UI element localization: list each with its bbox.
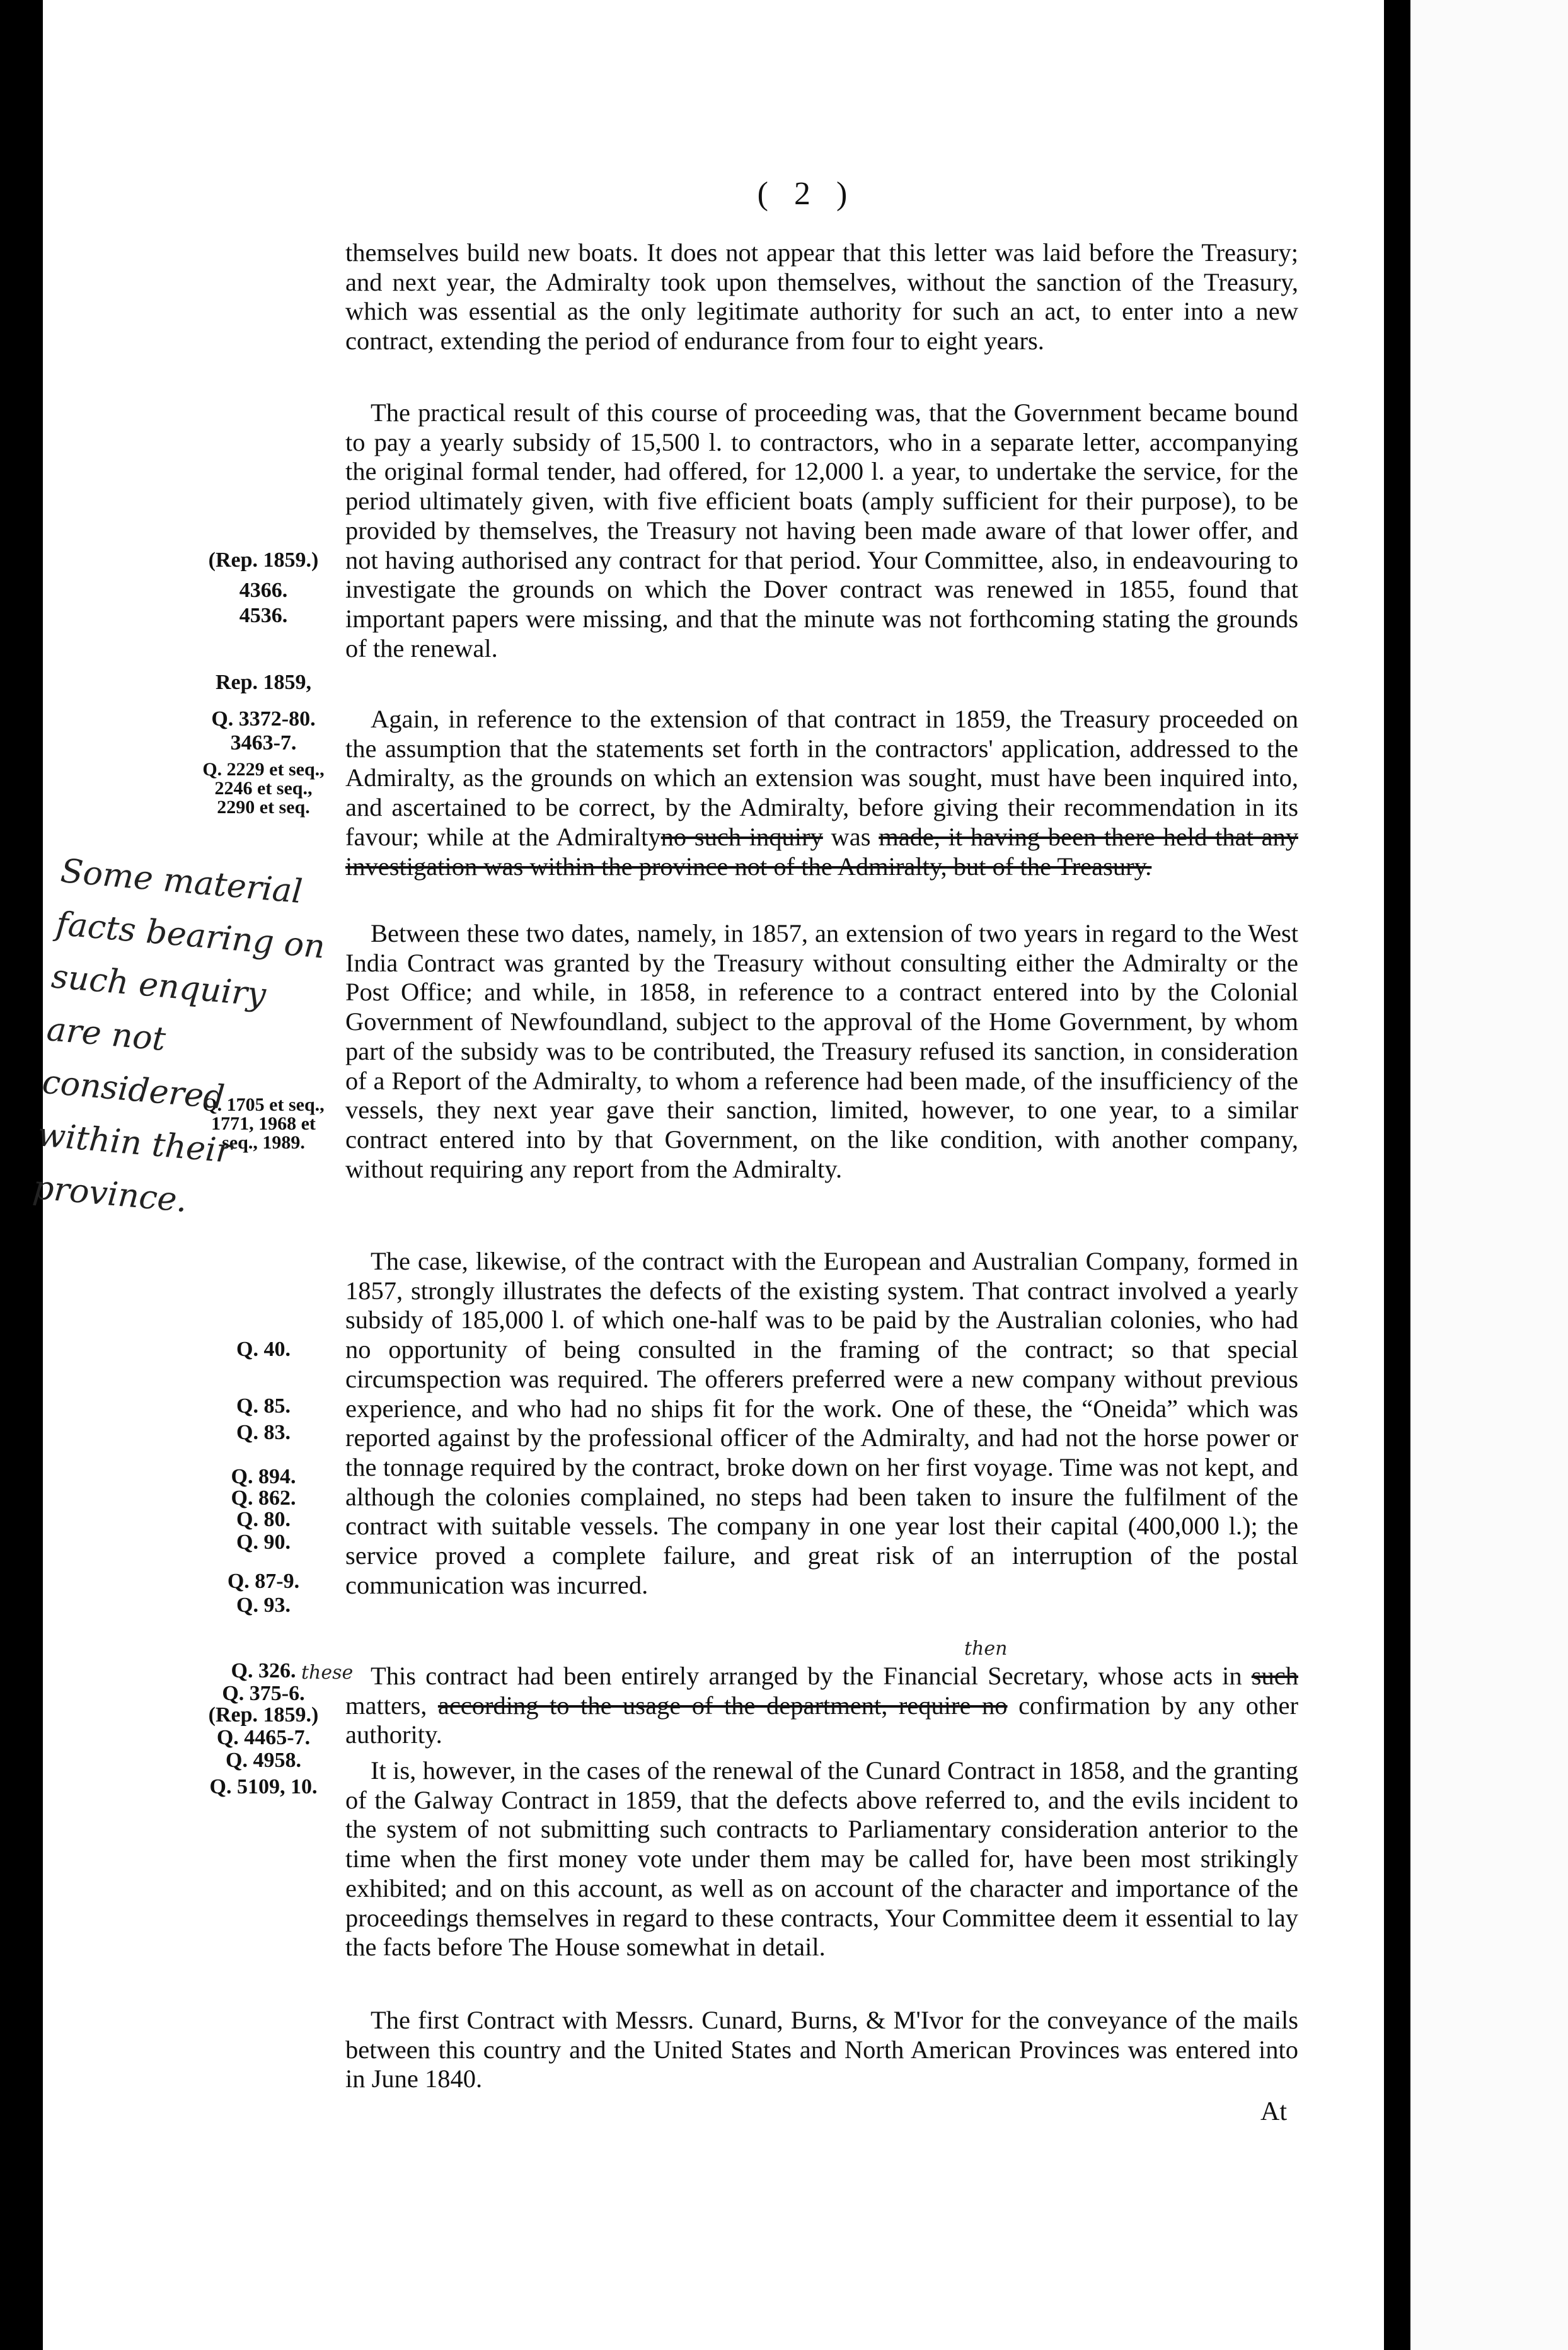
paragraph-3-text: Again, in reference to the extension of that contract in 1859, the Treasury proceeded on the assumption that the statements set forth in the contractors' application, addressed to the Admiralty, as the grounds on which an extension was sought, must have been inquired into, and ascertained to be correct, by the Admiralty, before giving their recommendation in its favour; while at the Admiralty bbox=[345, 705, 1298, 851]
margin-note: Q. 90. bbox=[236, 1531, 291, 1554]
margin-note: 4536. bbox=[239, 604, 288, 627]
margin-note: Rep. 1859, bbox=[215, 671, 312, 694]
struck-text: no such inquiry bbox=[660, 822, 823, 851]
margin-note: Q. 4958. bbox=[226, 1749, 301, 1772]
paragraph-8: The first Contract with Messrs. Cunard, Burns, & M'Ivor for the conveyance of the mails between this country and the United States and North American Provinces was entered into in June 1840. bbox=[345, 2006, 1298, 2093]
margin-note: Q. 1705 et seq., 1771, 1968 et seq., 1989. bbox=[202, 1094, 325, 1153]
scan-border-right bbox=[1384, 0, 1410, 2350]
margin-note: 4366. bbox=[239, 579, 288, 602]
margin-note: Q. 894. bbox=[231, 1465, 296, 1488]
margin-note: Q. 375-6. bbox=[222, 1682, 305, 1705]
margin-note: Q. 862. bbox=[231, 1486, 296, 1510]
facing-page-edge bbox=[1410, 0, 1568, 2350]
margin-note: Q. 93. bbox=[236, 1594, 291, 1617]
handwritten-margin-annotation: Some material facts bearing on such enquiry are not considered within their province. bbox=[31, 852, 327, 1220]
margin-note: Q. 40. bbox=[236, 1338, 291, 1361]
margin-note: Q. 326. bbox=[231, 1659, 296, 1682]
paragraph-6-mid: matters, bbox=[345, 1691, 438, 1720]
margin-note: Q. 83. bbox=[236, 1421, 291, 1444]
catchword: At bbox=[1260, 2097, 1287, 2126]
margin-note: (Rep. 1859.) bbox=[208, 548, 319, 572]
struck-text: according to the usage of the department, require no bbox=[437, 1691, 1008, 1720]
margin-note: Q. 80. bbox=[236, 1508, 291, 1531]
paragraph-4: Between these two dates, namely, in 1857, an extension of two years in regard to the West India Contract was granted by the Treasury without consulting either the Admiralty or the Post Office; and while, in 1858, in reference to a contract entered into by the Colonial Government of Newfoundland, subject to the approval of the Home Government, by whom part of the subsidy was to be contributed, the Treasury refused its sanction, in consideration of a Report of the Admiralty, to whom a reference had been made, of the insufficiency of the vessels, they next year gave their sanction, limited, however, to one year, to a similar contract entered into by that Government, on the like condition, with another company, without requiring any report from the Admiralty. bbox=[345, 919, 1298, 1183]
margin-note: Q. 87-9. bbox=[227, 1570, 300, 1593]
paragraph-5: The case, likewise, of the contract with the European and Australian Company, formed in 1857, strongly illustrates the defects of the existing system. That contract involved a yearly subsidy of 185,000 l. of which one-half was to be paid by the Australian colonies, who had no opportunity of being consulted in the framing of the contract; so that special circumspection was required. The offerers preferred were a new company without previous experience, and who had no ships fit for the work. One of these, the “Oneida” which was reported against by the professional officer of the Admiralty, and had not the horse power or the tonnage required by the contract, broke down on her first voyage. Time was not kept, and although the colonies complained, no steps had been taken to insure the fulfilment of the contract with suitable vessels. The company in one year lost their capital (400,000 l.); the service proved a complete failure, and great risk of an interruption of the postal communication was incurred. bbox=[345, 1247, 1298, 1599]
handwritten-insertion: then bbox=[964, 1638, 1008, 1660]
paragraph-3 bbox=[345, 705, 1298, 881]
margin-note: Q. 2229 et seq., 2246 et seq., 2290 et seq. bbox=[202, 759, 325, 818]
paragraph-6-text: This contract had been entirely arranged by the Financial Secretary, whose acts in bbox=[371, 1662, 1252, 1690]
struck-text: such bbox=[1251, 1662, 1298, 1690]
margin-note: Q. 5109, 10. bbox=[209, 1775, 318, 1798]
struck-text: made, it having been there held that any investigation was within the province not of the Admiralty, but of the Treasury. bbox=[345, 822, 1298, 881]
handwritten-insertion: these bbox=[301, 1662, 354, 1684]
margin-note: Q. 4465-7. bbox=[216, 1726, 311, 1749]
paragraph-2: The practical result of this course of proceeding was, that the Government became bound to pay a yearly subsidy of 15,500 l. to contractors, who in a separate letter, accompanying the original formal tender, had offered, for 12,000 l. a year, to undertake the service, for the period ultimately given, with five efficient boats (amply sufficient for their purpose), to be provided by themselves, the Treasury not having been made aware of that lower offer, and not having authorised any contract for that period. Your Committee, also, in endeavouring to investigate the grounds on which the Dover contract was renewed in 1855, found that important papers were missing, and that the minute was not forthcoming stating the grounds of the renewal. bbox=[345, 398, 1298, 663]
page-number: ( 2 ) bbox=[757, 176, 856, 212]
paragraph-6-end: confirmation by any other authority. bbox=[345, 1691, 1298, 1749]
margin-note: 3463-7. bbox=[230, 731, 297, 755]
paragraph-1: themselves build new boats. It does not appear that this letter was laid before the Treasury; and next year, the Admiralty took upon themselves, without the sanction of the Treasury, which was essential as the only legitimate authority for such an act, to enter into a new contract, extending the period of endurance from four to eight years. bbox=[345, 238, 1298, 356]
margin-note: (Rep. 1859.) bbox=[208, 1703, 319, 1727]
margin-note: Q. 85. bbox=[236, 1394, 291, 1418]
paragraph-7: It is, however, in the cases of the renewal of the Cunard Contract in 1858, and the granting of the Galway Contract in 1859, that the defects above referred to, and the evils incident to the system of not submitting such contracts to Parliamentary consideration anterior to the time when the first money vote under them may be called for, have been most strikingly exhibited; and on this account, as well as on account of the character and importance of the proceedings themselves in regard to these contracts, Your Committee deem it essential to lay the facts before The House somewhat in detail. bbox=[345, 1756, 1298, 1962]
paragraph-3-mid: was bbox=[822, 822, 879, 851]
paragraph-6 bbox=[345, 1662, 1298, 1750]
margin-note: Q. 3372-80. bbox=[211, 707, 316, 731]
